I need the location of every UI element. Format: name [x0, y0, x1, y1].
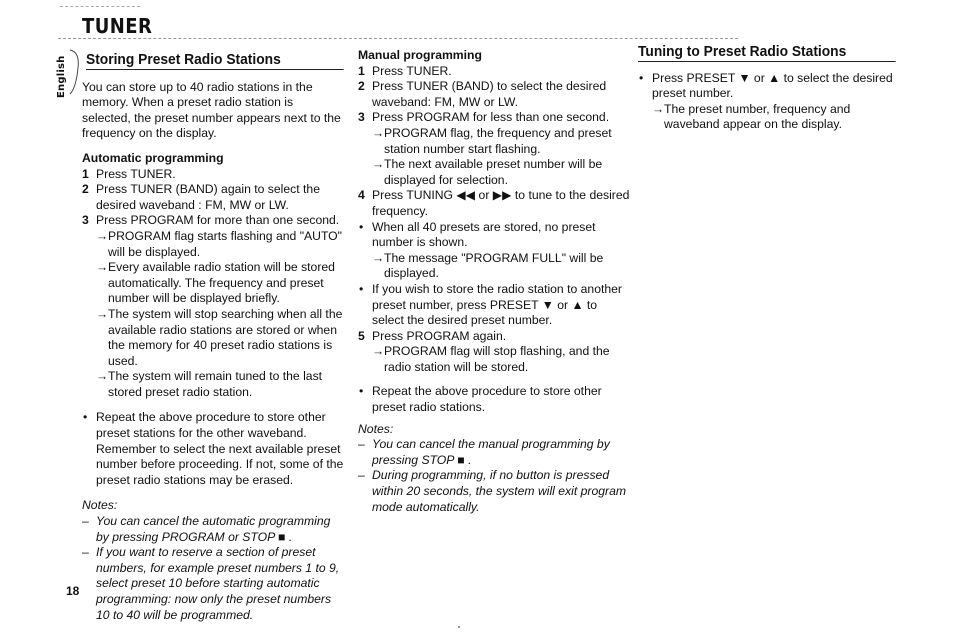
column-tuning-presets [638, 44, 896, 133]
note-item: – You can cancel the automatic programming by pressing PROGRAM or STOP ■ . [82, 514, 331, 544]
manual-step-5-list [358, 329, 630, 345]
manual-programming-title: Manual programming [358, 48, 482, 62]
storing-presets-heading: Storing Preset Radio Stations [86, 52, 344, 70]
auto-step-1: 1 Press TUNER. [82, 166, 176, 181]
automatic-programming-title: Automatic programming [82, 150, 224, 165]
auto-result-2: → Every available radio station will be stored automatically. The frequency and preset number will be displayed briefly. [96, 260, 335, 306]
language-tab: English [56, 55, 67, 98]
auto-steps-list [82, 167, 344, 229]
header-divider [58, 38, 738, 39]
manual-step-2: 2 Press TUNER (BAND) to select the desired waveband: FM, MW or LW. [358, 79, 607, 109]
manual-result-1: → PROGRAM flag, the frequency and preset station number start flashing. [372, 125, 612, 156]
note-item: – If you want to reserve a section of preset numbers, for example preset numbers 1 to 9, select preset 10 before starting automatic programming: now only the preset numbers 10 to 40 will be programmed. [82, 545, 340, 622]
manual-step-4-list [358, 188, 630, 219]
preset-result: → The preset number, frequency and waveband appear on the display. [652, 101, 851, 132]
scan-speck [458, 626, 460, 628]
auto-result-4: → The system will remain tuned to the last stored preset radio station. [96, 369, 323, 399]
all-presets-bullet: • When all 40 presets are stored, no preset number is shown. [359, 219, 596, 250]
auto-result-1: → PROGRAM flag starts flashing and "AUTO" will be displayed. [96, 228, 342, 259]
store-other-preset-bullet: • If you wish to store the radio station to another preset number, press PRESET ▼ or ▲ to select the desired preset number. [359, 281, 622, 328]
repeat-bullet: • Repeat the above procedure to store other preset stations for the other waveband. Remember to select the next available preset number before proceeding. If not, some of the preset radio stations may be erased. [83, 410, 344, 487]
manual-result-5: → PROGRAM flag will stop flashing, and the radio station will be stored. [372, 344, 610, 374]
manual-steps-list [358, 64, 630, 126]
section-title: TUNER [82, 14, 153, 38]
manual-step-5: 5 Press PROGRAM again. [358, 328, 507, 343]
manual-step-1: 1 Press TUNER. [358, 63, 452, 78]
manual-step-4: 4 Press TUNING ◀◀ or ▶▶ to tune to the desired frequency. [358, 188, 630, 218]
intro-paragraph: You can store up to 40 radio stations in the memory. When a preset radio station is selected, the preset number appears next to the frequency on the display. [82, 79, 341, 141]
column-manual-programming [358, 48, 630, 515]
auto-result-3: → The system will stop searching when all the available radio stations are stored or when the memory for 40 preset radio stations is used. [96, 306, 343, 368]
notes-title: Notes: [82, 498, 118, 513]
column-storing-presets [82, 52, 344, 623]
note-item: – During programming, if no button is pressed within 20 seconds, the system will exit program mode automatically. [358, 468, 627, 514]
page-number: 18 [66, 584, 80, 598]
notes-title: Notes: [358, 421, 394, 436]
manual-notes [358, 422, 630, 516]
manual-step-3: 3 Press PROGRAM for less than one second. [358, 110, 610, 125]
auto-step-2: 2 Press TUNER (BAND) again to select the desired waveband : FM, MW or LW. [82, 182, 320, 212]
auto-step-3: 3 Press PROGRAM for more than one second. [82, 213, 340, 228]
manual-result-2: → The next available preset number will be displayed for selection. [372, 157, 603, 187]
program-full-result: → The message "PROGRAM FULL" will be displayed. [372, 250, 604, 281]
repeat-manual-bullet: • Repeat the above procedure to store other preset radio stations. [359, 384, 602, 415]
tuning-presets-heading: Tuning to Preset Radio Stations [638, 44, 896, 62]
press-preset-bullet: • Press PRESET ▼ or ▲ to select the desired preset number. [639, 70, 893, 101]
auto-notes [82, 498, 344, 623]
note-item: – You can cancel the manual programming by pressing STOP ■ . [358, 437, 610, 467]
top-rule [60, 6, 140, 7]
